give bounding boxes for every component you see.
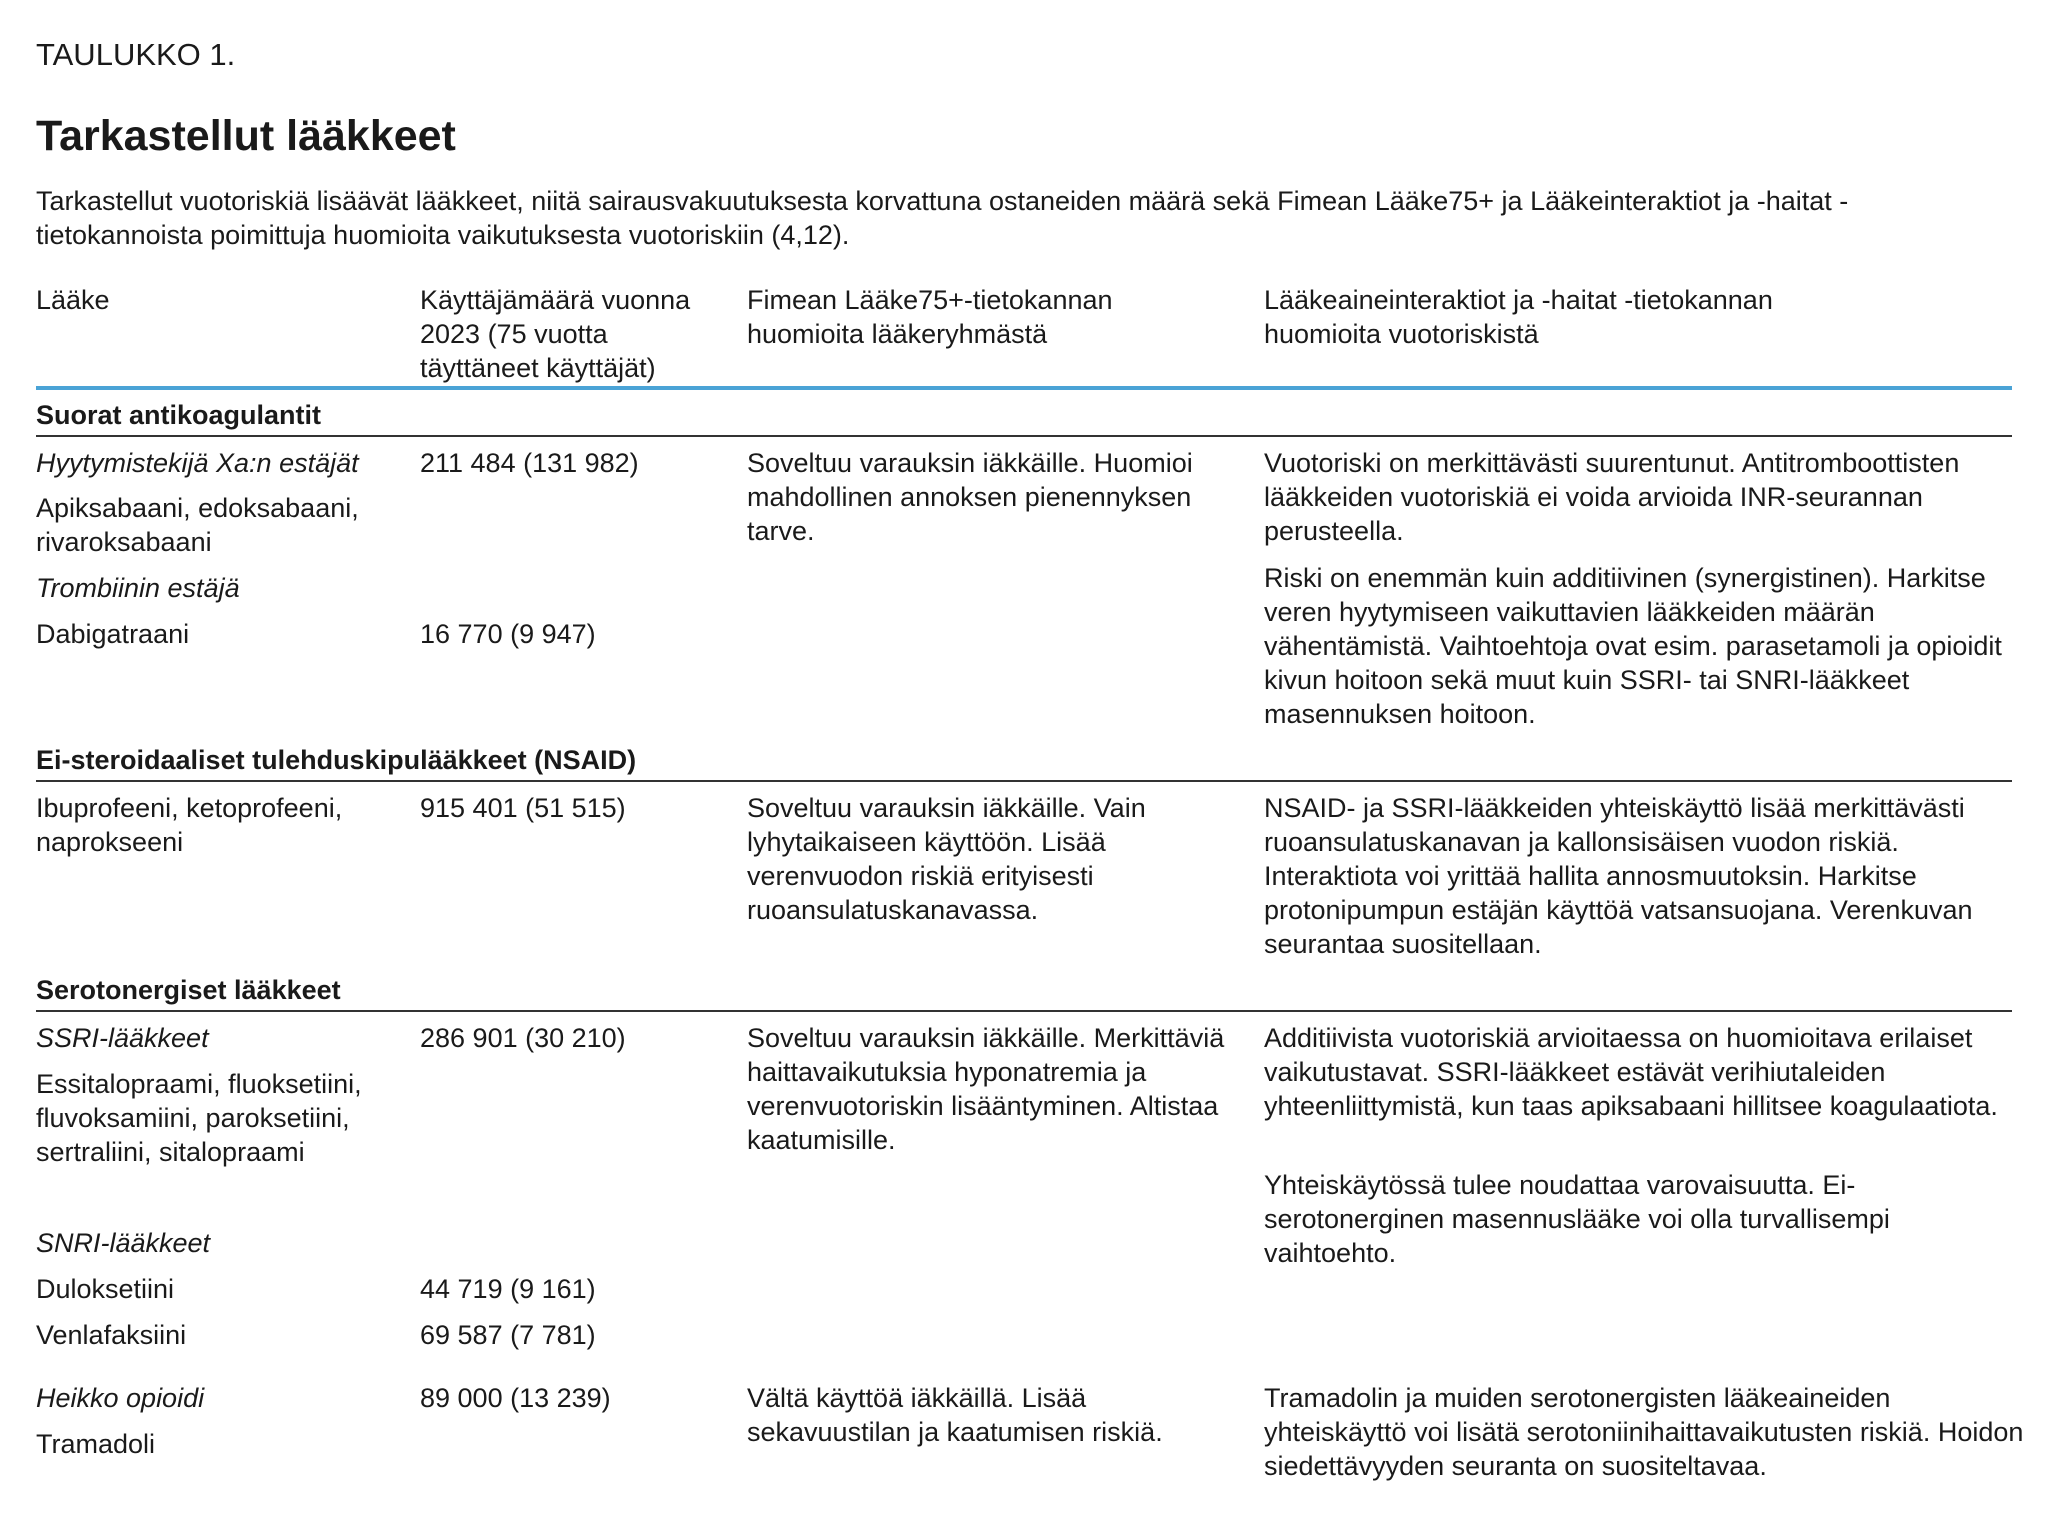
drug-group: SSRI-lääkkeet bbox=[36, 1023, 209, 1053]
section-divider bbox=[36, 435, 2012, 437]
section-divider bbox=[36, 780, 2012, 782]
interaction-note: Additiivista vuotoriskiä arvioitaessa on huomioitava erilaiset vaikutustavat. SSRI-lääkkeet estävät verihiutaleiden yhteenliittymistä, kun taas apiksabaani hillitsee koagulaatiota. bbox=[1264, 1023, 1998, 1121]
fimea-note: Soveltuu varauksin iäkkäille. Huomioi mahdollinen annoksen pienennyksen tarve. bbox=[747, 448, 1193, 546]
user-count: 915 401 (51 515) bbox=[420, 793, 626, 823]
interaction-note: Riski on enemmän kuin additiivinen (synergistinen). Harkitse veren hyytymiseen vaikuttavien lääkkeiden määrän vähentämistä. Vaihtoehtoja ovat esim. parasetamoli ja opioidit kivun hoitoon sekä muut kuin SSRI- tai SNRI-lääkkeet masennuksen hoitoon. bbox=[1264, 563, 2002, 729]
drug-group: SNRI-lääkkeet bbox=[36, 1228, 211, 1258]
drug-names: Essitalopraami, fluoksetiini, fluvoksamiini, paroksetiini, sertraliini, sitalopraami bbox=[36, 1069, 362, 1167]
drug-names: Tramadoli bbox=[36, 1429, 156, 1459]
drug-group: Hyytymistekijä Xa:n estäjät bbox=[36, 448, 359, 478]
interaction-note: Vuotoriski on merkittävästi suurentunut. Antitromboottisten lääkkeiden vuotoriskiä ei voida arvioida INR-seurannan perusteella. bbox=[1264, 448, 1960, 546]
user-count: 211 484 (131 982) bbox=[420, 448, 639, 478]
fimea-note: Soveltuu varauksin iäkkäille. Vain lyhytaikaiseen käyttöön. Lisää verenvuodon riskiä erityisesti ruoansulatuskanavassa. bbox=[747, 793, 1146, 925]
drug-names: Dabigatraani bbox=[36, 619, 190, 649]
section-divider bbox=[36, 1010, 2012, 1012]
column-header-interactions: Lääkeaineinteraktiot ja -haitat -tietokannan huomioita vuotoriskistä bbox=[1264, 285, 1773, 349]
user-count: 16 770 (9 947) bbox=[420, 619, 596, 649]
table-caption: Tarkastellut vuotoriskiä lisäävät lääkkeet, niitä sairausvakuutuksesta korvattuna ostaneiden määrä sekä Fimean Lääke75+ ja Lääkeinteraktiot ja -haitat -tietokannoista poimittuja huomioita vaikutuksesta vuotoriskiin (4,12). bbox=[36, 186, 1849, 250]
user-count: 89 000 (13 239) bbox=[420, 1383, 611, 1413]
drug-names: Ibuprofeeni, ketoprofeeni, naprokseeni bbox=[36, 793, 343, 857]
section-heading-serotonergic: Serotonergiset lääkkeet bbox=[36, 975, 341, 1005]
user-count: 44 719 (9 161) bbox=[420, 1274, 596, 1304]
user-count: 69 587 (7 781) bbox=[420, 1320, 596, 1350]
drug-group: Heikko opioidi bbox=[36, 1383, 205, 1413]
user-count: 286 901 (30 210) bbox=[420, 1023, 626, 1053]
column-header-fimea: Fimean Lääke75+-tietokannan huomioita lääkeryhmästä bbox=[747, 285, 1113, 349]
interaction-note: NSAID- ja SSRI-lääkkeiden yhteiskäyttö lisää merkittävästi ruoansulatuskanavan ja kallonsisäisen vuodon riskiä. Interaktiota voi yrittää hallita annosmuutoksin. Harkitse protonipumpun estäjän käyttöä vatsansuojana. Verenkuvan seurantaa suositellaan. bbox=[1264, 793, 1973, 959]
fimea-note: Soveltuu varauksin iäkkäille. Merkittäviä haittavaikutuksia hyponatremia ja verenvuotoriskin lisääntyminen. Altistaa kaatumisille. bbox=[747, 1023, 1225, 1155]
section-heading-nsaid: Ei-steroidaaliset tulehduskipulääkkeet (NSAID) bbox=[36, 745, 637, 775]
interaction-note: Tramadolin ja muiden serotonergisten lääkeaineiden yhteiskäyttö voi lisätä serotoniinihaittavaikutusten riskiä. Hoidon siedettävyyden seuranta on suositeltavaa. bbox=[1264, 1383, 2024, 1481]
drug-names: Duloksetiini bbox=[36, 1274, 175, 1304]
header-divider bbox=[36, 386, 2012, 390]
table-label: TAULUKKO 1. bbox=[36, 37, 236, 72]
drug-names: Apiksabaani, edoksabaani, rivaroksabaani bbox=[36, 493, 359, 557]
fimea-note: Vältä käyttöä iäkkäillä. Lisää sekavuustilan ja kaatumisen riskiä. bbox=[747, 1383, 1163, 1447]
drug-names: Venlafaksiini bbox=[36, 1320, 187, 1350]
interaction-note: Yhteiskäytössä tulee noudattaa varovaisuutta. Ei-serotonerginen masennuslääke voi olla turvallisempi vaihtoehto. bbox=[1264, 1170, 1890, 1268]
column-header-users: Käyttäjämäärä vuonna 2023 (75 vuotta täyttäneet käyttäjät) bbox=[420, 285, 691, 383]
column-header-drug: Lääke bbox=[36, 285, 110, 315]
drug-group: Trombiinin estäjä bbox=[36, 573, 240, 603]
section-heading-anticoagulants: Suorat antikoagulantit bbox=[36, 400, 322, 430]
page-title: Tarkastellut lääkkeet bbox=[36, 112, 456, 160]
